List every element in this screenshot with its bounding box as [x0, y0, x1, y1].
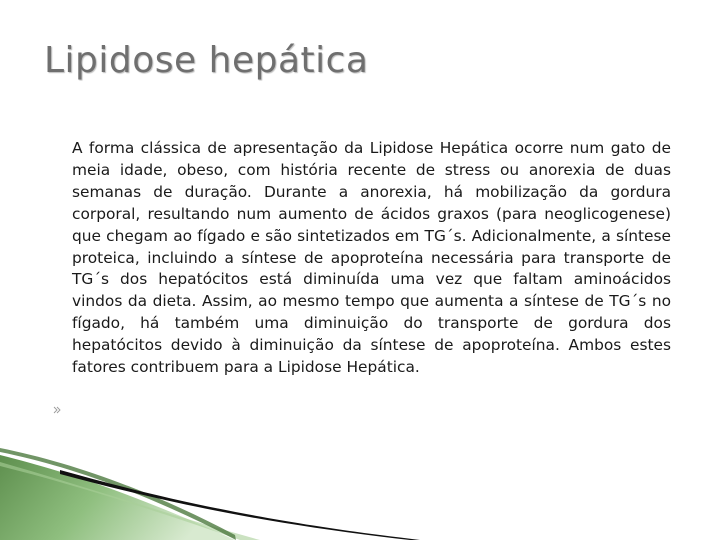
- body-paragraph: A forma clássica de apresentação da Lipidose Hepática ocorre num gato de meia idade, obeso, com história recente de stress ou anorexia de duas semanas de duração. Durante a anorexia, há mobilização da gordura corporal, resultando num aumento de ácidos graxos (para neoglicogenese) que chegam ao fígado e são sintetizados em TG´s. Adicionalmente, a síntese proteica, incluindo a síntese de apoproteína necessária para transporte de TG´s dos hepatócitos está diminuída uma vez que faltam aminoácidos vindos da dieta. Assim, ao mesmo tempo que aumenta a síntese de TG´s no fígado, há também uma diminuição do transporte de gordura dos hepatócitos devido à diminuição da síntese de apoproteína. Ambos estes fatores contribuem para a Lipidose Hepática.: [72, 139, 671, 377]
- empty-bullet-icon: [53, 406, 61, 414]
- slide-title: Lipidose hepática: [44, 40, 369, 81]
